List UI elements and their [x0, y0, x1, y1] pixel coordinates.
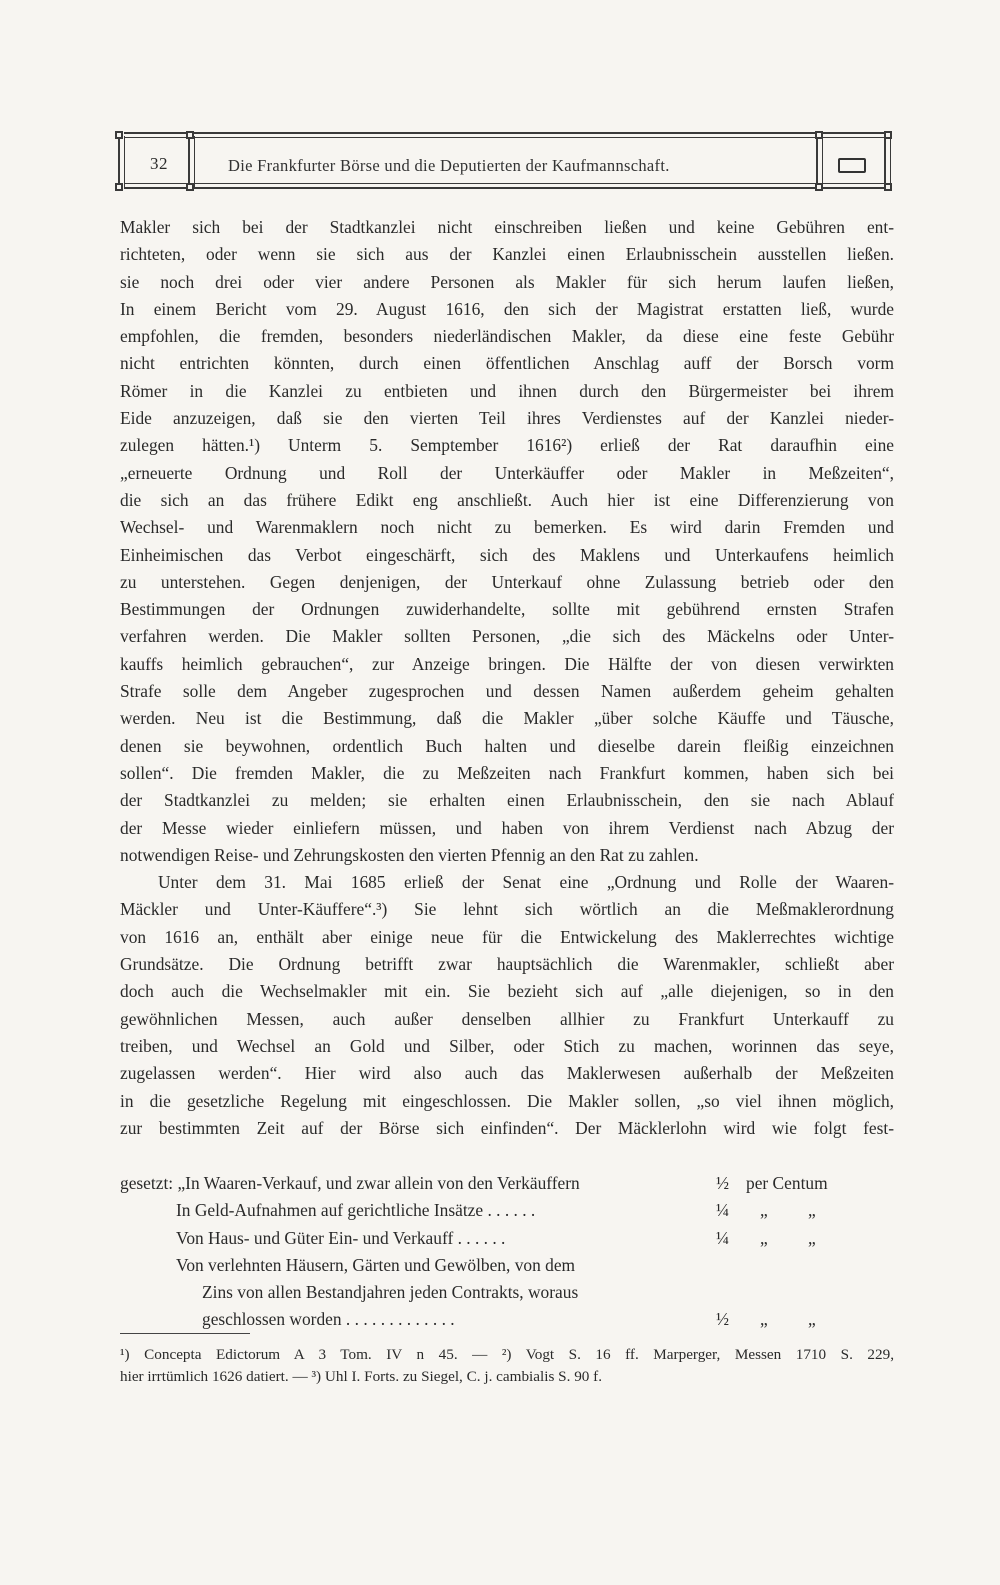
- fee-rate: ¼: [716, 1227, 730, 1248]
- text-line: zulegen hätten.¹) Unterm 5. Semptember 1616²) erließ der Rat daraufhin eine: [120, 435, 894, 456]
- text-line: In einem Bericht vom 29. August 1616, den sich der Magistrat erstatten ließ, wurde: [120, 298, 894, 319]
- fee-rate: ½: [716, 1309, 730, 1330]
- text-line: sie noch drei oder vier andere Personen als Makler für sich herum laufen ließen,: [120, 271, 894, 292]
- footnote-separator: [120, 1333, 250, 1334]
- footnote-line: ¹) Concepta Edictorum A 3 Tom. IV n 45. — ²) Vogt S. 16 ff. Marperger, Messen 1710 S. 229,: [120, 1346, 894, 1363]
- text-line: in die gesetzliche Regelung mit eingeschlossen. Die Makler sollen, „so viel ihnen möglich,: [120, 1090, 894, 1111]
- fee-rate: ½: [716, 1173, 730, 1193]
- text-line: Römer in die Kanzlei zu entbieten und ihnen durch den Bürgermeister bei ihrem: [120, 380, 894, 401]
- text-line: kauffs heimlich gebrauchen“, zur Anzeige bringen. Die Hälfte der von diesen verwirkten: [120, 653, 894, 674]
- text-line: zur bestimmten Zeit auf der Börse sich einfinden“. Der Mäcklerlohn wird wie folgt fest-: [120, 1117, 894, 1138]
- ditto-mark: „: [808, 1200, 816, 1221]
- text-line: zu unterstehen. Gegen denjenigen, der Unterkauf ohne Zulassung betrieb oder den: [120, 571, 894, 592]
- page-number: 32: [150, 154, 168, 173]
- footnotes: [120, 1344, 894, 1388]
- text-line: Wechsel- und Warenmaklern noch nicht zu bemerken. Es wird darin Fremden und: [120, 517, 894, 538]
- body-text: [120, 214, 894, 1142]
- running-header: [118, 132, 892, 194]
- ditto-mark: „: [760, 1227, 768, 1248]
- text-line: sollen“. Die fremden Makler, die zu Meßzeiten nach Frankfurt kommen, haben sich bei: [120, 762, 894, 783]
- fee-row: [120, 1197, 894, 1224]
- ditto-mark: „: [808, 1309, 816, 1330]
- text-line: „erneuerte Ordnung und Roll der Unterkäuffer oder Makler in Meßzeiten“,: [120, 462, 894, 483]
- text-line: Makler sich bei der Stadtkanzlei nicht einschreiben ließen und keine Gebühren ent-: [120, 217, 894, 237]
- text-line: Grundsätze. Die Ordnung betrifft zwar hauptsächlich die Warenmakler, schließt aber: [120, 954, 894, 975]
- text-line: denen sie beywohnen, ordentlich Buch halten und dieselbe darein fleißig einzeichnen: [120, 735, 894, 756]
- text-line: Mäckler und Unter-Käuffere“.³) Sie lehnt sich wörtlich an die Meßmaklerordnung: [120, 899, 894, 920]
- footnote-line: hier irrtümlich 1626 datiert. — ³) Uhl I. Forts. zu Siegel, C. j. cambialis S. 90 f.: [120, 1368, 603, 1385]
- text-line: der Messe wieder einliefern müssen, und haben von ihrem Verdienst nach Abzug der: [120, 817, 894, 838]
- fee-row: [120, 1252, 894, 1279]
- fee-description: gesetzt: „In Waaren-Verkauf, und zwar allein von den Verkäuffern: [120, 1173, 580, 1193]
- ornament-icon: [838, 158, 866, 173]
- fee-description: Von Haus- und Güter Ein- und Verkauff . . . . . .: [176, 1227, 506, 1248]
- fee-description: Zins von allen Bestandjahren jeden Contrakts, woraus: [202, 1282, 579, 1303]
- fee-unit: per Centum: [746, 1173, 828, 1193]
- text-line: gewöhnlichen Messen, auch außer denselben allhier zu Frankfurt Unterkauff zu: [120, 1008, 894, 1029]
- text-line: werden. Neu ist die Bestimmung, daß die Makler „über solche Käuffe und Täusche,: [120, 708, 894, 729]
- text-line: der Stadtkanzlei zu melden; sie erhalten einen Erlaubnisschein, den sie nach Ablauf: [120, 790, 894, 811]
- fee-description: geschlossen worden . . . . . . . . . . . . .: [202, 1309, 455, 1330]
- fee-row: [120, 1306, 894, 1333]
- fee-row: [120, 1279, 894, 1306]
- text-line: nicht entrichten könnten, durch einen öffentlichen Anschlag auff der Borsch vorm: [120, 353, 894, 374]
- fee-description: In Geld-Aufnahmen auf gerichtliche Insätze . . . . . .: [176, 1200, 536, 1221]
- running-title: Die Frankfurter Börse und die Deputierten der Kaufmannschaft.: [228, 156, 670, 175]
- text-line: empfohlen, die fremden, besonders niederländischen Makler, da diese eine feste Gebühr: [120, 326, 894, 347]
- fee-description: Von verlehnten Häusern, Gärten und Gewölben, von dem: [176, 1254, 576, 1275]
- ditto-mark: „: [760, 1309, 768, 1330]
- ditto-mark: „: [808, 1227, 816, 1248]
- text-line: zugelassen werden“. Hier wird also auch das Maklerwesen außerhalb der Meßzeiten: [120, 1063, 894, 1084]
- text-line: treiben, und Wechsel an Gold und Silber, oder Stich zu machen, worinnen das seye,: [120, 1035, 894, 1056]
- text-line: von 1616 an, enthält aber einige neue für die Entwickelung des Maklerrechtes wichtige: [120, 926, 894, 947]
- fee-row: [120, 1170, 894, 1197]
- text-line: Unter dem 31. Mai 1685 erließ der Senat eine „Ordnung und Rolle der Waaren-: [158, 872, 894, 893]
- fee-rate: ¼: [716, 1200, 730, 1221]
- text-line: Bestimmungen der Ordnungen zuwiderhandelte, sollte mit gebührend ernsten Strafen: [120, 599, 894, 620]
- text-line: Strafe solle dem Angeber zugesprochen und dessen Namen außerdem geheim gehalten: [120, 681, 894, 702]
- text-line: Einheimischen das Verbot eingeschärft, sich des Maklens und Unterkaufens heimlich: [120, 544, 894, 565]
- text-line: die sich an das frühere Edikt eng anschließt. Auch hier ist eine Differenzierung von: [120, 489, 894, 510]
- text-line: Eide anzuzeigen, daß sie den vierten Teil ihres Verdienstes auf der Kanzlei nieder-: [120, 408, 894, 429]
- text-line: doch auch die Wechselmakler mit ein. Sie bezieht sich auf „alle diejenigen, so in den: [120, 981, 894, 1002]
- fee-schedule: [120, 1170, 894, 1334]
- text-line: verfahren werden. Die Makler sollten Personen, „die sich des Mäckelns oder Unter-: [120, 626, 894, 647]
- text-line: notwendigen Reise- und Zehrungskosten den vierten Pfennig an den Rat zu zahlen.: [120, 844, 699, 865]
- fee-row: [120, 1225, 894, 1252]
- text-line: richteten, oder wenn sie sich aus der Kanzlei einen Erlaubnisschein ausstellen ließen.: [120, 244, 894, 265]
- ditto-mark: „: [760, 1200, 768, 1221]
